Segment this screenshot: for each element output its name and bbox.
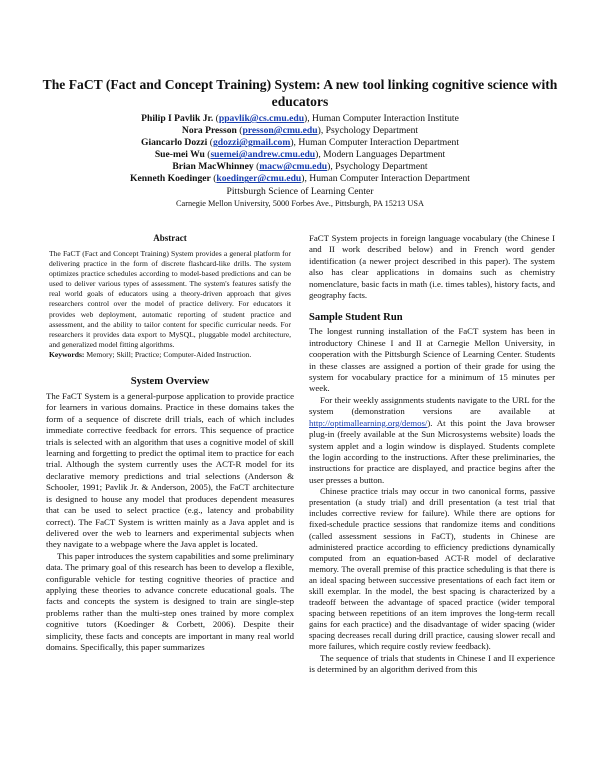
projects-paragraph: FaCT System projects in foreign language vocabulary (the Chinese I and II work described below) and in French word gender identification (a newer project described in this paper). The system also has clear applications in domains such as chemistry nomenclature, basic facts in math (i.e. times tables), history facts, and geography facts. bbox=[309, 233, 555, 301]
author-name: Sue-mei Wu bbox=[154, 149, 205, 161]
abstract bbox=[49, 249, 291, 360]
keywords-label: Keywords: bbox=[49, 349, 85, 359]
keywords-text: Memory; Skill; Practice; Computer-Aided Instruction. bbox=[84, 349, 252, 359]
author-email-link[interactable]: ppavlik@cs.cmu.edu bbox=[218, 113, 305, 124]
author-email-link[interactable]: koedinger@cmu.edu bbox=[216, 173, 302, 185]
run-paragraph-4: The sequence of trials that students in Chinese I and II experience is determined by an algorithm derived from this bbox=[309, 652, 555, 674]
abstract-text: The FaCT (Fact and Concept Training) System provides a general platform for delivering practice in the form of discrete flashcard-like drills. The system optimizes practice schedules according to model-based predictions and can be used to deliver various types of assessment. The system's features satisfy the real world goals of educators using a theory-driven approach that gives researchers control over the model of practice delivery. For educators it provides web deployment, automatic reporting of student practice and assessment, and the ability to tailor content for specific curricular needs. For researchers it provides data export to MySQL, pluggable model architecture, and generalized model fitting algorithms. bbox=[49, 249, 291, 349]
section-heading-sample-run: Sample Student Run bbox=[309, 312, 403, 324]
author-affiliation: , Human Computer Interaction Institute bbox=[307, 113, 459, 124]
author-line: Giancarlo Dozzi (gdozzi@gmail.com), Human Computer Interaction Department bbox=[141, 137, 459, 149]
author-name: Brian MacWhinney bbox=[172, 161, 254, 173]
run-paragraph-3: Chinese practice trials may occur in two canonical forms, passive presentation (a study trial) and drill presentation (a test trial that includes corrective review for failure). While there are options for fixed-schedule practice sessions that randomize items and conditions (called assessment sessions in FaCT), students in Chinese are administered practice according to efficiency predictions dynamically computed from an equation-based ACT-R model of declarative memory. The overall premise of this practice scheduling is that there is an ideal spacing between successive presentations of each fact item or skill exemplar. In the model, the best spacing is characterized by a tradeoff between the advantage of spaced practice (wider temporal spacing between repetitions of an item improves the long-term recall gains for each practice) and the disadvantage of wider spacing (wider spacing decreases recall during drill practice, causing slower recall and more failures, which require costly review feedback). bbox=[309, 486, 555, 652]
overview-body bbox=[46, 391, 294, 653]
author-block bbox=[40, 113, 560, 209]
run-paragraph-2 bbox=[309, 395, 555, 486]
author-name: Nora Presson bbox=[181, 125, 237, 137]
author-line: Kenneth Koedinger (koedinger@cmu.edu), Human Computer Interaction Department bbox=[130, 173, 470, 185]
author-affiliation: , Human Computer Interaction Department bbox=[304, 173, 470, 185]
author-name: Philip I Pavlik Jr. bbox=[141, 113, 214, 124]
run-paragraph-2-start: For their weekly assignments students navigate to the URL for the system (demonstration versions are available at bbox=[309, 394, 555, 417]
author-affiliation: , Psychology Department bbox=[330, 161, 428, 173]
author-email-link[interactable]: suemei@andrew.cmu.edu bbox=[210, 149, 316, 161]
abstract-heading: Abstract bbox=[153, 233, 187, 243]
author-affiliation: , Human Computer Interaction Department bbox=[293, 137, 459, 149]
author-line: Philip I Pavlik Jr. (ppavlik@cs.cmu.edu), Human Computer Interaction Institute bbox=[141, 113, 459, 124]
overview-paragraph-1: The FaCT System is a general-purpose application to provide practice for learners in various domains. Practice in these domains takes the form of a sequence of discrete drill trials, each of which includes immediate corrective feedback for errors. This sequence of practice trials is selected with an algorithm that uses a cognitive model of skill learning and forgetting to predict the optimal item to practice for each trial. Although the system currently uses the ACT-R model for its declarative memory predictions and trial selections (Anderson & Schooler, 1991; Pavlik Jr. & Anderson, 2005), the FaCT architecture is designed to house any model that produces dependent measures that can be used to select practice (e.g., latency and probability correct). The FaCT System is written mainly as a Java applet and is delivered over the web to learners and experimental subjects when they navigate to a webpage where the Java applet is located. bbox=[46, 391, 294, 550]
author-affiliation: , Modern Languages Department bbox=[318, 149, 446, 161]
run-paragraph-2-end: ). At this point the Java browser plug-in (freely available at the Sun Microsystems website) loads the system applet and a login window is displayed. Students complete the login according to the instructions. After these preliminaries, the instructions for practice are displayed, and practice begins after the user presses a button. bbox=[309, 417, 555, 485]
author-name: Kenneth Koedinger bbox=[130, 173, 211, 185]
author-line: Brian MacWhinney (macw@cmu.edu), Psychology Department bbox=[172, 161, 428, 173]
center-name: Pittsburgh Science of Learning Center bbox=[226, 185, 374, 197]
author-line: Sue-mei Wu (suemei@andrew.cmu.edu), Modern Languages Department bbox=[154, 149, 446, 161]
paper-title: The FaCT (Fact and Concept Training) System: A new tool linking cognitive science with educators bbox=[42, 77, 558, 109]
institution-address: Carnegie Mellon University, 5000 Forbes Ave., Pittsburgh, PA 15213 USA bbox=[176, 198, 424, 208]
author-email-link[interactable]: presson@cmu.edu bbox=[242, 125, 318, 137]
demo-url-link[interactable]: http://optimallearning.org/demos/ bbox=[309, 417, 428, 428]
section-heading-overview: System Overview bbox=[130, 376, 210, 388]
run-paragraph-1: The longest running installation of the FaCT system has been in introductory Chinese I and II at Carnegie Mellon University, in cooperation with the Pittsburgh Science of Learning Center. Students in these classes are assigned a portion of their grade for using the system for vocabulary practice for a minimum of 15 minutes per week. bbox=[309, 326, 555, 394]
author-line: Nora Presson (presson@cmu.edu), Psychology Department bbox=[181, 125, 419, 137]
overview-paragraph-2: This paper introduces the system capabilities and some preliminary data. The primary goal of this research has been to develop a flexible, configurable vehicle for testing cognitive theories of practice and applying these theories to advance concrete educational goals. The facts and concepts the system is designed to train are single-step problems rather than the multi-step ones trained by more complex cognitive tutors (Koedinger & Corbett, 2006). Despite their simplicity, these facts and concepts are important in many real world domains. Specifically, this paper summarizes bbox=[46, 550, 294, 652]
author-name: Giancarlo Dozzi bbox=[141, 137, 208, 149]
author-email-link[interactable]: macw@cmu.edu bbox=[259, 161, 328, 173]
author-affiliation: , Psychology Department bbox=[320, 125, 419, 137]
keywords bbox=[49, 350, 291, 360]
right-column bbox=[309, 233, 555, 675]
author-email-link[interactable]: gdozzi@gmail.com bbox=[212, 137, 291, 149]
left-column bbox=[46, 232, 294, 653]
